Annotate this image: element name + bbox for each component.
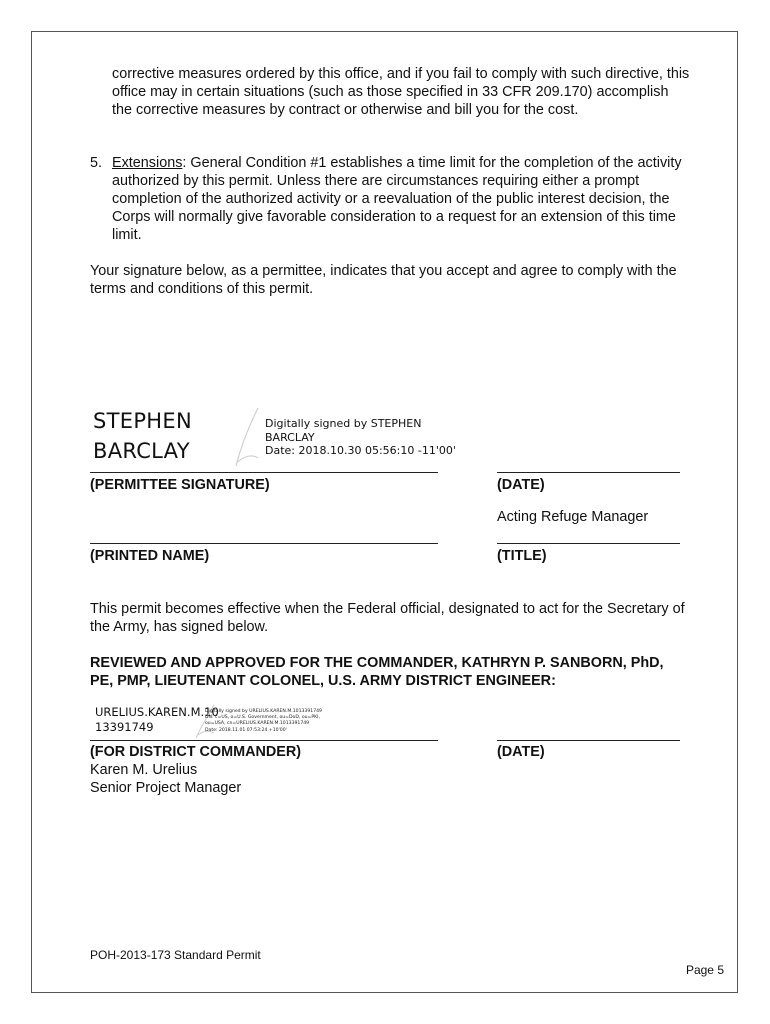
signer-title: Senior Project Manager — [90, 780, 242, 796]
district-signature-meta-4: Date: 2018.11.01 07:53:24 +10'00' — [205, 727, 287, 733]
permittee-signature-label: (PERMITTEE SIGNATURE) — [90, 477, 270, 493]
footer-document-id: POH-2013-173 Standard Permit — [90, 948, 261, 962]
date-label-2: (DATE) — [497, 744, 545, 760]
permittee-signature-line-1: STEPHEN — [93, 409, 192, 433]
item-5-text — [112, 154, 690, 244]
printed-name-label: (PRINTED NAME) — [90, 548, 210, 564]
date-line-2 — [497, 740, 680, 741]
item-5-number: 5. — [90, 155, 103, 171]
paragraph-continuation: corrective measures ordered by this office, and if you fail to comply with such directive, this office may in certain situations (such as those specified in 33 CFR 209.170) accomplish the corrective measures by contract or otherwise and bill you for the cost. — [112, 66, 690, 118]
title-value: Acting Refuge Manager — [497, 509, 649, 525]
effective-text: This permit becomes effective when the Federal official, designated to act for the Secretary of the Army, has signed below. — [90, 601, 685, 635]
district-signature-line-1: URELIUS.KAREN.M.10 — [95, 705, 219, 719]
permittee-signature-meta-2: BARCLAY — [265, 430, 315, 444]
district-signature-meta-1: Digitally signed by URELIUS.KAREN.M.1013391749 — [205, 709, 322, 714]
permittee-signature-line — [90, 472, 438, 473]
district-signature-meta — [205, 709, 322, 734]
district-signature-line-2: 13391749 — [95, 720, 154, 734]
printed-name-line — [90, 543, 438, 544]
permittee-signature-meta-1: Digitally signed by STEPHEN — [265, 417, 422, 430]
permittee-signature-meta-3: Date: 2018.10.30 05:56:10 -11'00' — [265, 444, 456, 457]
item-5-heading: Extensions — [112, 155, 183, 171]
date-line-1 — [497, 472, 680, 473]
acceptance-text: Your signature below, as a permittee, indicates that you accept and agree to comply with the terms and conditions of this permit. — [90, 263, 677, 297]
title-label: (TITLE) — [497, 548, 547, 564]
permittee-signature-meta — [265, 417, 456, 458]
signer-name: Karen M. Urelius — [90, 762, 198, 778]
permittee-signature-name — [93, 406, 192, 466]
approval-heading: REVIEWED AND APPROVED FOR THE COMMANDER, KATHRYN P. SANBORN, PhD, PE, PMP, LIEUTENANT COLONEL, U.S. ARMY DISTRICT ENGINEER: — [90, 655, 664, 689]
permittee-signature-line-2: BARCLAY — [93, 439, 190, 463]
district-signature-meta-3: ou=USA, cn=URELIUS.KAREN.M.1013391749 — [205, 721, 310, 727]
footer-page-number: Page 5 — [685, 963, 724, 977]
district-signature-meta-2: DN: c=US, o=U.S. Government, ou=DoD, ou=PKI, — [205, 715, 320, 721]
date-label-1: (DATE) — [497, 477, 545, 493]
district-signature-line — [90, 740, 438, 741]
title-line — [497, 543, 680, 544]
signature-watermark-icon — [228, 404, 268, 472]
for-district-commander-label: (FOR DISTRICT COMMANDER) — [90, 744, 302, 760]
item-5-body: : General Condition #1 establishes a time limit for the completion of the activity authorized by this permit. Unless there are circumstances requiring either a prompt completion of the authorized activity or a reevaluation of the public interest decision, the Corps will normally give favorable consideration to a request for an extension of this time limit. — [112, 155, 682, 243]
